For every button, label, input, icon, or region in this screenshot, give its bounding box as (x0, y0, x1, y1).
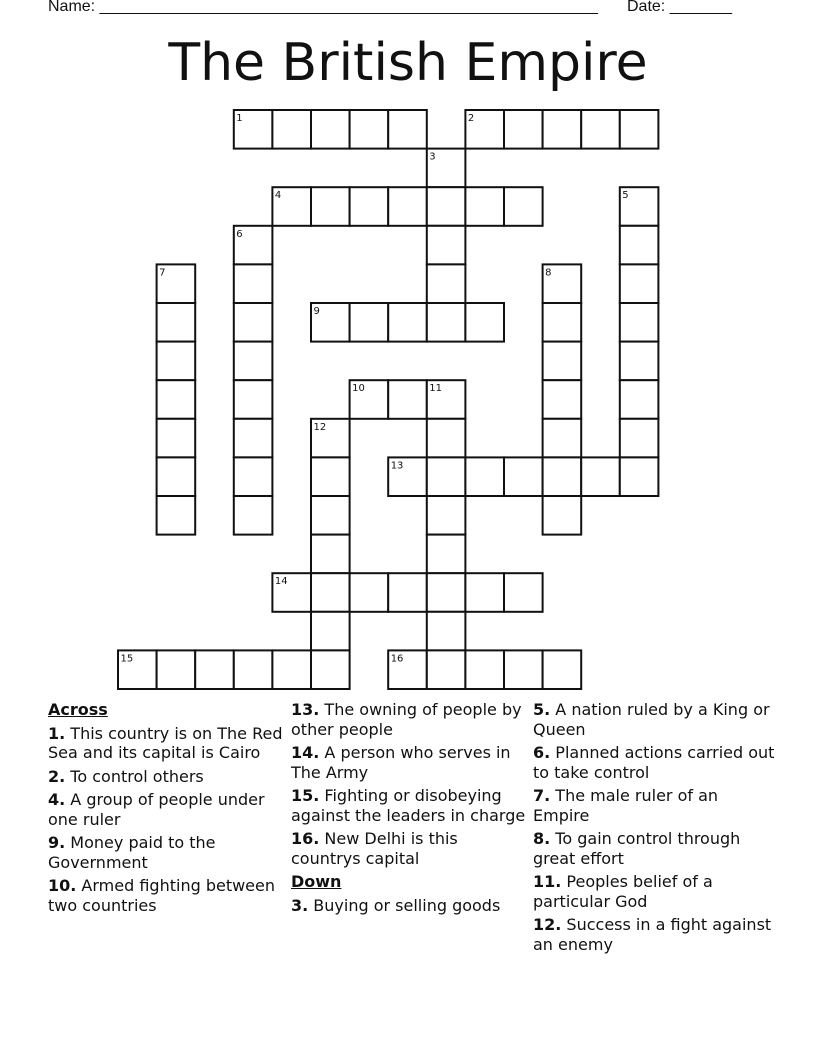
clue-item-number: 10. (48, 876, 77, 895)
clue-item (48, 767, 283, 787)
clue-item-text: A nation ruled by a King or Queen (533, 700, 770, 739)
clue-item-number: 15. (291, 786, 320, 805)
clue-number-label: 15 (120, 653, 134, 665)
crossword-cell[interactable] (504, 110, 543, 149)
crossword-cell[interactable] (427, 264, 466, 303)
clue-number-label: 2 (467, 113, 475, 124)
clue-item (291, 896, 526, 916)
name-field-label: Name: ________________________________________________________ (48, 0, 598, 15)
crossword-cell[interactable] (427, 573, 466, 612)
clue-item (48, 833, 283, 872)
crossword-cell[interactable] (311, 303, 350, 342)
crossword-cell[interactable] (620, 187, 659, 226)
clue-item-number: 3. (291, 895, 309, 915)
crossword-cell[interactable] (620, 380, 659, 419)
crossword-cell[interactable] (427, 187, 466, 226)
clue-item-text: Buying or selling goods (308, 895, 501, 915)
crossword-cell[interactable] (427, 457, 466, 496)
crossword-cell[interactable] (157, 303, 196, 342)
clue-number-label: 8 (545, 267, 552, 279)
crossword-cell[interactable] (427, 535, 466, 574)
clue-item (48, 790, 283, 829)
clue-number-label: 6 (236, 228, 243, 240)
clue-number-label: 7 (159, 267, 166, 279)
crossword-cell[interactable] (118, 650, 157, 689)
crossword-cell[interactable] (311, 573, 350, 612)
crossword-cell[interactable] (311, 187, 350, 226)
crossword-cell[interactable] (543, 342, 582, 381)
clue-item-text: To gain control through great effort (533, 829, 741, 868)
clue-number-label: 13 (390, 460, 404, 472)
clue-number-label: 11 (429, 383, 443, 395)
crossword-cell[interactable] (234, 419, 273, 458)
crossword-cell[interactable] (504, 650, 543, 689)
crossword-cell[interactable] (311, 419, 350, 458)
crossword-cell[interactable] (427, 419, 466, 458)
clue-item-number: 1. (48, 723, 66, 743)
crossword-cell[interactable] (620, 457, 659, 496)
clue-item-number: 14. (291, 743, 320, 762)
crossword-cell[interactable] (311, 535, 350, 574)
clue-item-text: The owning of people by other people (291, 700, 522, 739)
clue-item (533, 700, 778, 739)
clues-column-1 (48, 700, 283, 919)
clue-item-text: Armed fighting between two countries (48, 876, 276, 915)
crossword-cell[interactable] (427, 303, 466, 342)
crossword-cell[interactable] (234, 342, 273, 381)
crossword-cell[interactable] (388, 573, 427, 612)
crossword-cell[interactable] (311, 496, 350, 535)
crossword-cell[interactable] (234, 380, 273, 419)
clue-number-label: 12 (313, 421, 327, 433)
clue-item-number: 9. (48, 833, 66, 852)
clue-item-number: 7. (533, 786, 551, 805)
clue-item-number: 6. (533, 743, 551, 762)
across-heading: Across (48, 700, 108, 719)
crossword-cell[interactable] (427, 650, 466, 689)
crossword-cell[interactable] (620, 419, 659, 458)
crossword-cell[interactable] (543, 380, 582, 419)
crossword-cell[interactable] (234, 496, 273, 535)
crossword-cell[interactable] (234, 264, 273, 303)
crossword-cell[interactable] (543, 650, 582, 689)
crossword-cell[interactable] (350, 110, 389, 149)
crossword-cell[interactable] (272, 187, 311, 226)
crossword-cell[interactable] (388, 457, 427, 496)
crossword-cell[interactable] (581, 457, 620, 496)
crossword-cell[interactable] (465, 303, 504, 342)
clue-item-text: The male ruler of an Empire (533, 786, 719, 825)
crossword-cell[interactable] (465, 187, 504, 226)
crossword-cell[interactable] (234, 226, 273, 265)
clue-item-number: 13. (291, 700, 320, 719)
clue-item (291, 829, 526, 868)
clues-column-2 (291, 700, 526, 919)
clue-item-number: 16. (291, 829, 320, 848)
crossword-cell[interactable] (388, 650, 427, 689)
clue-item (533, 743, 778, 782)
crossword-cell[interactable] (465, 650, 504, 689)
clue-number-label: 1 (236, 113, 243, 124)
crossword-cell[interactable] (234, 110, 273, 149)
crossword-cell[interactable] (620, 110, 659, 149)
crossword-cell[interactable] (620, 303, 659, 342)
crossword-cell[interactable] (504, 573, 543, 612)
crossword-cell[interactable] (504, 187, 543, 226)
clue-item-number: 5. (533, 700, 551, 719)
crossword-cell[interactable] (311, 612, 350, 651)
clues-column-3 (533, 700, 778, 958)
crossword-cell[interactable] (272, 650, 311, 689)
crossword-cell[interactable] (465, 573, 504, 612)
crossword-cell[interactable] (350, 303, 389, 342)
crossword-cell[interactable] (272, 110, 311, 149)
crossword-cell[interactable] (234, 457, 273, 496)
crossword-cell[interactable] (427, 149, 466, 188)
crossword-cell[interactable] (157, 419, 196, 458)
crossword-cell[interactable] (581, 110, 620, 149)
crossword-cell[interactable] (543, 110, 582, 149)
crossword-cell[interactable] (388, 380, 427, 419)
crossword-cell[interactable] (427, 226, 466, 265)
crossword-cell[interactable] (543, 264, 582, 303)
clue-item-text: Peoples belief of a particular God (533, 872, 713, 911)
clue-item-text: A group of people under one ruler (48, 790, 265, 829)
clue-item-number: 8. (533, 829, 551, 848)
page-title: The British Empire (168, 33, 648, 93)
crossword-cell[interactable] (543, 419, 582, 458)
clue-item-text: This country is on The Red Sea and its capital is Cairo (48, 723, 283, 762)
clue-item-number: 11. (533, 872, 562, 891)
clue-number-label: 3 (429, 151, 436, 163)
crossword-cell[interactable] (620, 226, 659, 265)
clue-number-label: 5 (622, 190, 629, 202)
clue-item-text: Planned actions carried out to take control (533, 743, 775, 782)
crossword-cell[interactable] (350, 380, 389, 419)
clue-item-number: 4. (48, 790, 66, 809)
clue-item (533, 872, 778, 911)
clue-number-label: 16 (390, 653, 404, 665)
crossword-cell[interactable] (620, 264, 659, 303)
crossword-cell[interactable] (157, 496, 196, 535)
crossword-cell[interactable] (157, 457, 196, 496)
clue-item-text: A person who serves in The Army (291, 743, 511, 782)
clue-item-text: To control others (65, 766, 204, 786)
crossword-cell[interactable] (427, 612, 466, 651)
crossword-cell[interactable] (620, 342, 659, 381)
clue-number-label: 14 (274, 576, 288, 588)
clue-item (533, 786, 778, 825)
crossword-cell[interactable] (157, 264, 196, 303)
crossword-cell[interactable] (543, 496, 582, 535)
crossword-cell[interactable] (157, 380, 196, 419)
crossword-cell[interactable] (350, 187, 389, 226)
crossword-cell[interactable] (350, 573, 389, 612)
crossword-cell[interactable] (427, 380, 466, 419)
crossword-cell[interactable] (311, 457, 350, 496)
clue-item (291, 743, 526, 782)
clue-item-text: New Delhi is this countrys capital (291, 829, 458, 868)
clue-number-label: 9 (313, 306, 320, 317)
clue-item-number: 12. (533, 915, 562, 934)
crossword-cell[interactable] (157, 342, 196, 381)
clue-number-label: 10 (352, 383, 365, 395)
clue-item (291, 786, 526, 825)
clue-item (291, 700, 526, 739)
crossword-cell[interactable] (234, 303, 273, 342)
crossword-cell[interactable] (388, 187, 427, 226)
crossword-cell[interactable] (234, 650, 273, 689)
clue-item-number: 2. (48, 766, 66, 786)
crossword-cell[interactable] (311, 650, 350, 689)
clue-item (48, 876, 283, 915)
crossword-cell[interactable] (465, 110, 504, 149)
clue-number-label: 4 (274, 190, 282, 202)
clue-item-text: Success in a fight against an enemy (533, 915, 772, 954)
crossword-cell[interactable] (272, 573, 311, 612)
clue-item (533, 915, 778, 954)
crossword-cell[interactable] (504, 457, 543, 496)
clue-item-text: Money paid to the Government (48, 833, 216, 872)
crossword-cell[interactable] (311, 110, 350, 149)
clue-item (533, 829, 778, 868)
date-field-label: Date: _______ (627, 0, 732, 15)
clue-item (48, 724, 283, 763)
crossword-cell[interactable] (427, 496, 466, 535)
crossword-cell[interactable] (543, 303, 582, 342)
crossword-cell[interactable] (543, 457, 582, 496)
crossword-cell[interactable] (388, 110, 427, 149)
crossword-cell[interactable] (195, 650, 234, 689)
crossword-cell[interactable] (465, 457, 504, 496)
crossword-cell[interactable] (388, 303, 427, 342)
crossword-cell[interactable] (157, 650, 196, 689)
down-heading: Down (291, 872, 342, 891)
clue-item-text: Fighting or disobeying against the leaders in charge (291, 786, 526, 825)
